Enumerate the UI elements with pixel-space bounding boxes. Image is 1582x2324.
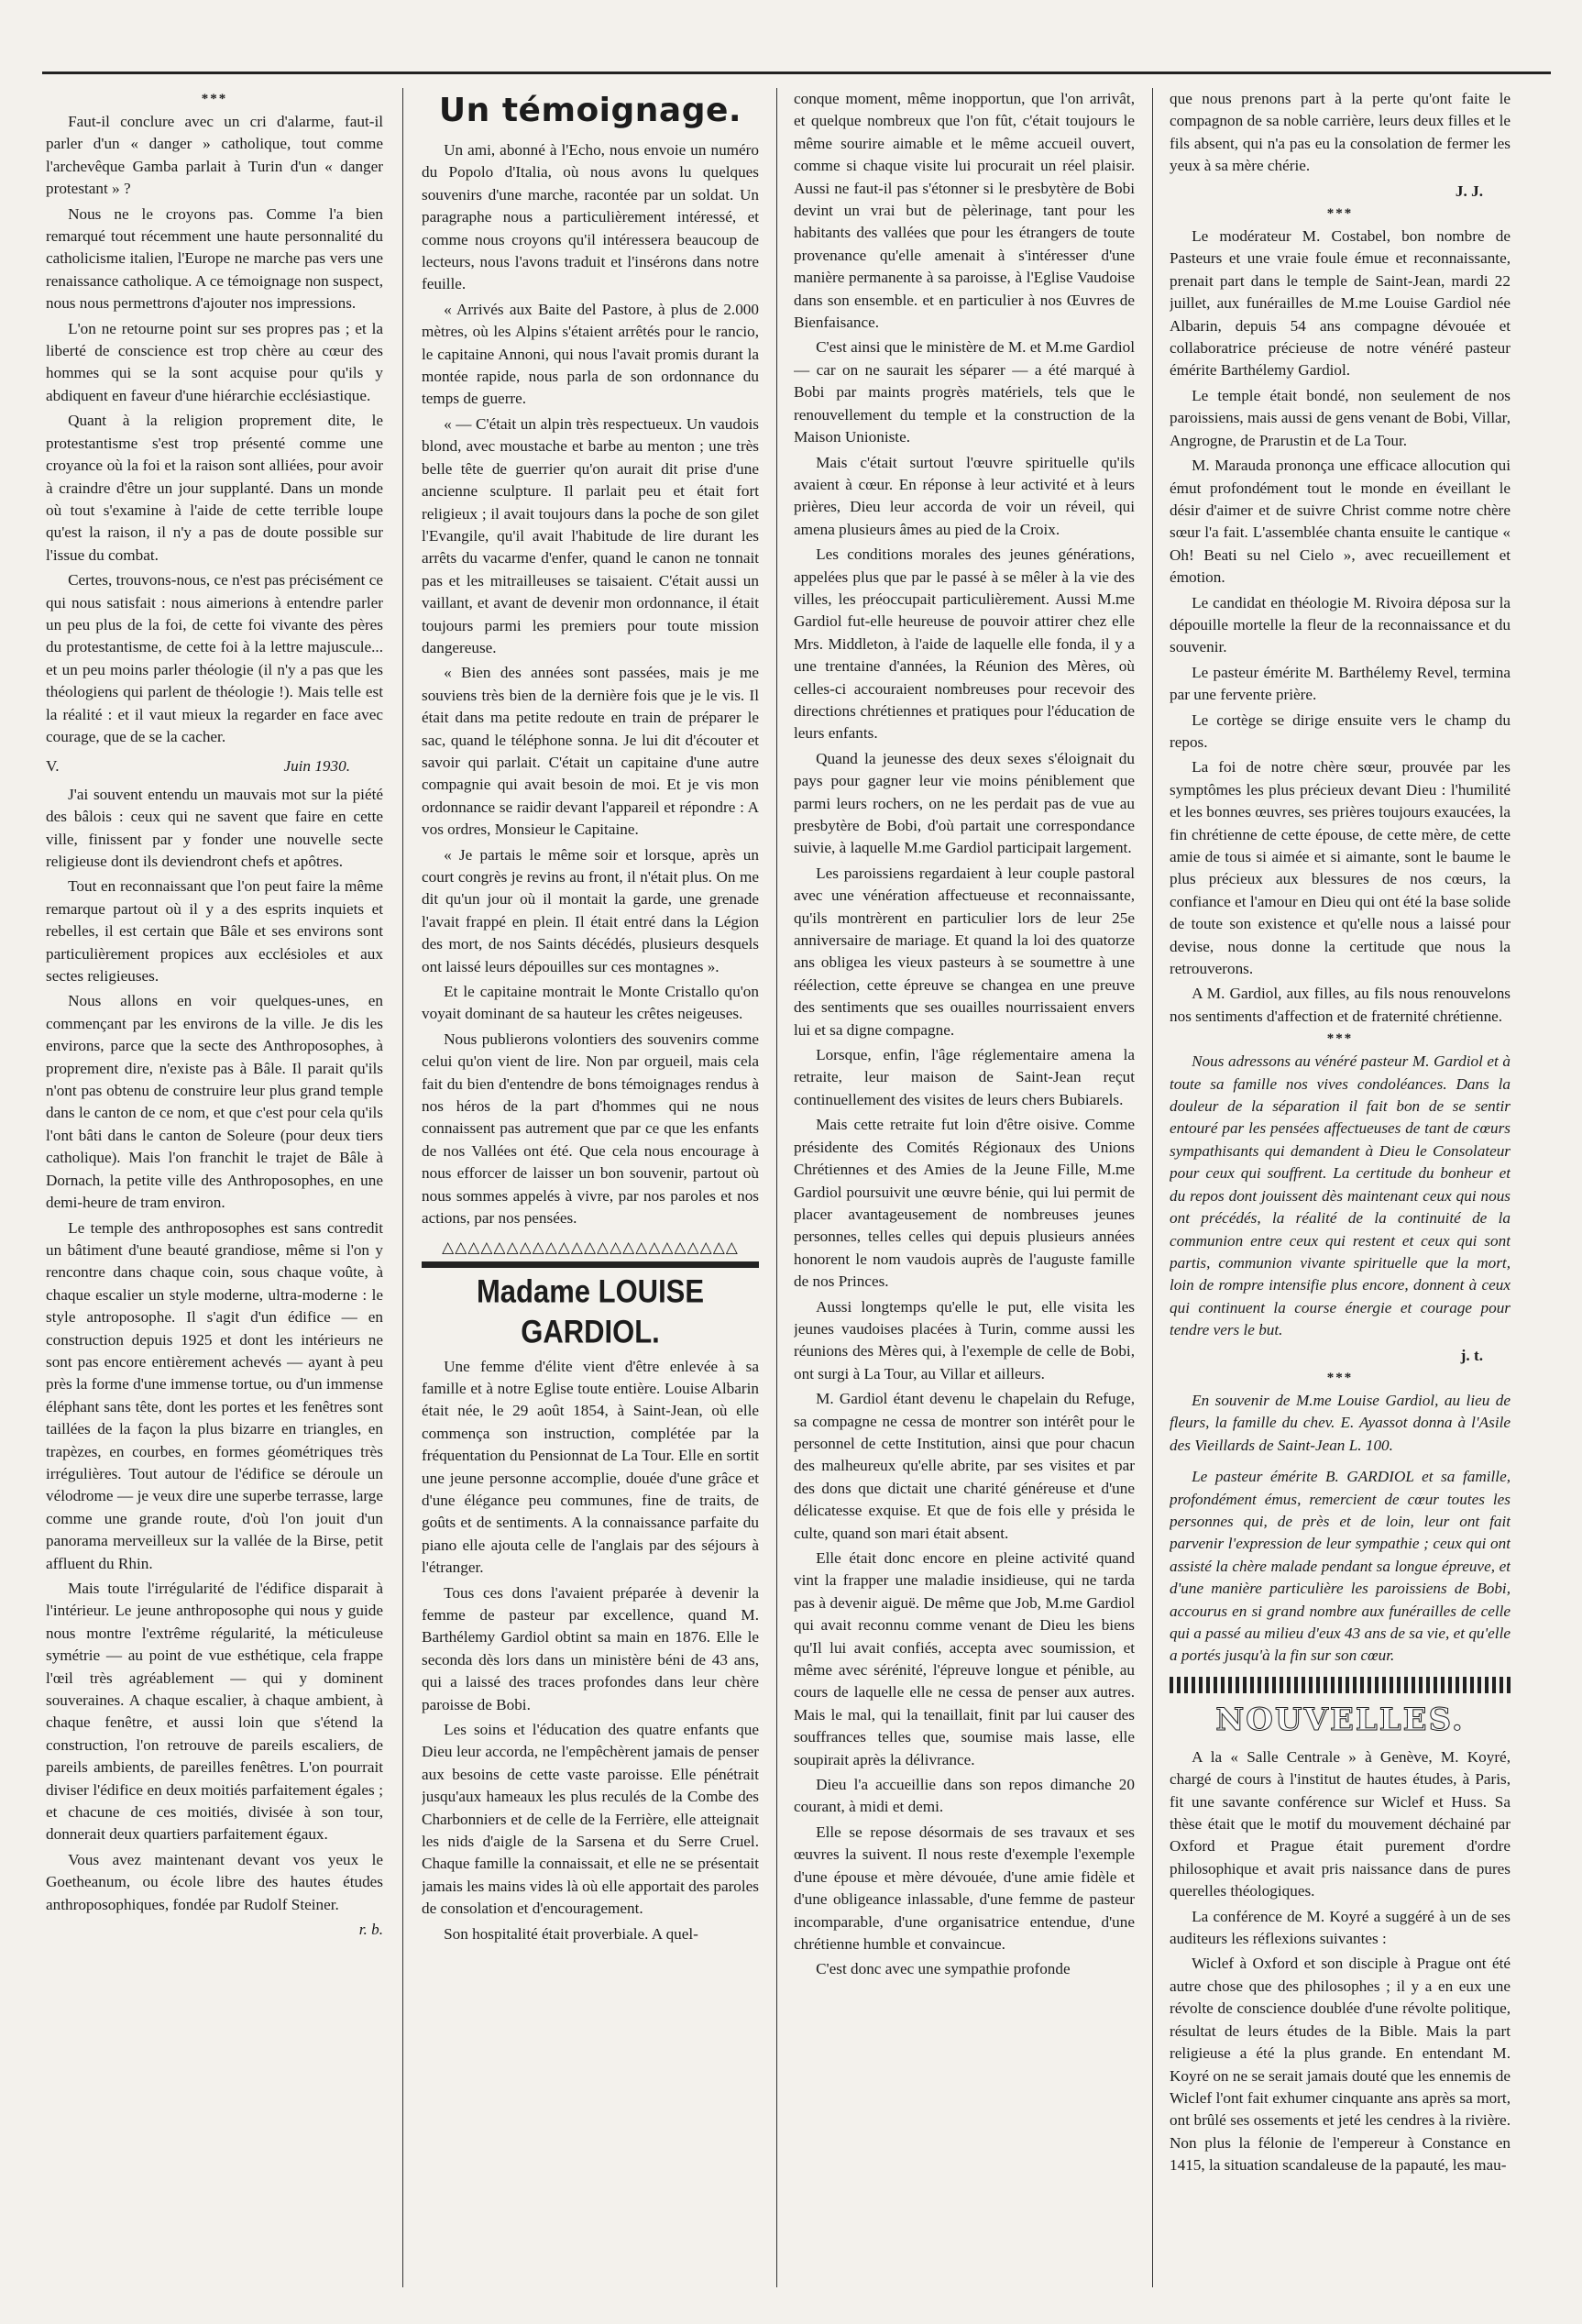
column-divider xyxy=(402,88,403,2287)
paragraph: que nous prenons part à la perte qu'ont faite le compagnon de sa noble carrière, leurs deux filles et le fils absent, qui n'a pas eu la consolation de fermer les yeux à sa mère chérie. xyxy=(1170,90,1511,175)
paragraph: Les conditions morales des jeunes générations, appelées plus que par le passé à se mêler à la vie des villes, les préoccupait particulièrement. Aussi M.me Gardiol fut-elle heureuse de pouvoir attirer chez elle Mrs. Middleton, à l'aide de laquelle elle fonda, il y a une trentaine d'années, la Réunion des Mères, où celles-ci accouraient nombreuses pour recevoir des directions chrétiennes et pratiques pour l'éducation de leurs enfants. xyxy=(794,545,1135,743)
paragraph: Tout en reconnaissant que l'on peut faire la même remarque partout où il y a des esprits inquiets et rebelles, il est certain que Bâle et ses environs sont particulièrement propices aux ecclésioles et aux sectes religieuses. xyxy=(46,877,383,986)
signature: r. b. xyxy=(358,1921,383,1939)
paragraph: L'on ne retourne point sur ses propres pas ; et la liberté de conscience est trop chère au cœur des hommes qui se la sont acquise pour qu'ils y abdiquent en faveur d'une hiérarchie ecclésiastique. xyxy=(46,319,383,404)
paragraph: Elle se repose désormais de ses travaux et ses œuvres la suivent. Il nous reste d'exemple l'exemple d'une épouse et mère dévouée, d'une amie fidèle et d'une obligeance inlassable, d'une femme de pasteur incomparable, d'une organisatrice entendue, d'une chrétienne humble et convaincue. xyxy=(794,1823,1135,1953)
paragraph: Nous allons en voir quelques-unes, en commençant par les environs de la ville. Je dis les environs, parce que la secte des Anthroposophes, à proprement dire, n'existe pas à Bâle. Il parait qu'ils n'ont pas obtenu de construire leur plus grand temple dans le canton de ce nom, et que c'est pour cela qu'ils l'ont bâti dans le canton de Soleure (pour deux tiers catholique). Mais l'on franchit le trajet de Bâle à Dornach, la petite ville des Anthroposophes, en une demi-heure de tram environ. xyxy=(46,992,383,1212)
paragraph: M. Gardiol étant devenu le chapelain du Refuge, sa compagne ne cessa de montrer son intérêt pour le personnel de cette Institution, ainsi que pour chacun des malheureux qu'elle abrite, par ses visites et par des dons que dictait une charité généreuse et d'une délicatesse exquise. Et que de fois elle y présida le culte, quand son mari était absent. xyxy=(794,1390,1135,1542)
paragraph: Quant à la religion proprement dite, le protestantisme s'est trop présenté comme une croyance où la foi et la raison sont alliées, pour avoir à craindre d'être un jour supplanté. Dans un monde où tout s'examine à l'aide de cette terrible loupe qu'est la raison, il n'y a pas de doute possible sur l'issue du combat. xyxy=(46,412,383,564)
paragraph: Wiclef à Oxford et son disciple à Prague ont été autre chose que des philosophes ; il y a en eux une révolte de conscience doublée d'une révolte politique, résultat de leurs études de la Bible. Mais la part religieuse a été la plus grande. En entendant M. Koyré on ne se serait jamais douté que les ennemis de Wiclef l'ont fait exhumer cinquante ans après sa mort, ont brûlé ses ossements et jeté les cendres à la rivière. Non plus la félonie de l'empereur à Constance en 1415, la situation scandaleuse de la papauté, les mau- xyxy=(1170,1955,1511,2175)
paragraph: Mais cette retraite fut loin d'être oisive. Comme présidente des Comités Régionaux des Unions Chrétiennes et des Amies de la Jeune Fille, M.me Gardiol poursuivit une œuvre bénie, qui lui permit de placer avantageusement de nombreuses jeunes personnes, telles celles qui depuis plusieurs années honorent le nom vaudois auprès de l'auguste famille de nos Princes. xyxy=(794,1116,1135,1291)
paragraph: Et le capitaine montrait le Monte Cristallo qu'on voyait dominant de sa hauteur les crêtes neigeuses. xyxy=(422,983,759,1023)
column-3 xyxy=(794,88,1135,2287)
paragraph: Elle était donc encore en pleine activité quand vint la frapper une maladie insidieuse, qui ne tarda pas à devenir aiguë. De même que Job, M.me Gardiol qui avait reconnu comme venant de Dieu les biens qu'Il lui avait confiés, accepta avec soumission, et même avec sérénité, l'épreuve longue et pénible, au cours de laquelle elle ne cessa de penser aux autres. Mais le mal, qui la tenaillait, finit par lui causer des souffrances telles que, soumise mais lasse, elle soupirait après la délivrance. xyxy=(794,1549,1135,1768)
paragraph: Nous ne le croyons pas. Comme l'a bien remarqué tout récemment une haute personnalité du catholicisme italien, l'Europe ne marche pas vers une renaissance catholique. A ce témoignage non suspect, nous nous permettrons d'ajouter nos impressions. xyxy=(46,204,383,313)
section-stars: *** xyxy=(1326,206,1354,222)
paragraph: Les soins et l'éducation des quatre enfants que Dieu leur accorda, ne l'empêchèrent jamais de penser aux besoins de cette vaste paroisse. Elle pénétrait jusqu'aux hameaux les plus reculés de la Combe des Charbonniers et de celle de la Ferrière, elle atteignait les nids d'aigle de la Sarsena et du Serre Cruel. Chaque famille la connaissait, et elle ne se présentait jamais les mains vides là où elle apportait des paroles de consolation et d'encouragement. xyxy=(422,1721,759,1918)
paragraph: La foi de notre chère sœur, prouvée par les symptômes les plus précieux devant Dieu : l'humilité et les bonnes œuvres, ses prières toujours exaucées, la fin chrétienne de cette épouse, de cette mère, de cette amie de tous si aimée et si aimante, sont le baume le plus précieux aux blessures de nos cœurs, la confiance et l'amour en Dieu qui ont été la base solide de toute son existence et qu'elle nous a laissé pour devise, nous donne la certitude que nous la retrouverons. xyxy=(1170,758,1511,978)
obituary-headline: Madame LOUISE GARDIOL. xyxy=(476,1272,705,1349)
paragraph: A la « Salle Centrale » à Genève, M. Koyré, chargé de cours à l'institut de hautes études, à Paris, fit une savante conférence sur Wiclef et Huss. Sa thèse était que le motif du mouvement déchainé par Oxford et Prague était purement d'ordre philosophique et avait pris naissance dans de pures querelles théologiques. xyxy=(1170,1747,1511,1900)
paragraph: Le temple des anthroposophes est sans contredit un bâtiment d'une beauté grandiose, même si l'on y rencontre dans chaque coin, sous chaque voûte, à chaque escalier un style moderne, ultra-moderne : le style antroposophe. Il s'agit d'un édifice — en construction depuis 1925 et dont les intérieurs ne sont pas encore entièrement achevés — ayant à peu près la forme d'une immense tortue, ou d'un immense éléphant sans tête, dont les portes et les fenêtres sont taillées de la façon la plus bizarre en triangles, en trapèzes, en courbes, en formes géométriques très irrégulières. Tout autour de l'édifice se déroule un vélodrome — je veux dire une superbe terrasse, large comme une grande route, d'où l'on jouit d'un panorama merveilleux sur la vallée de la Birse, petit affluent du Rhin. xyxy=(46,1218,383,1572)
paragraph: Le temple était bondé, non seulement de nos paroissiens, mais aussi de gens venant de Bobi, Villar, Angrogne, de Prarustin et de La Tour. xyxy=(1170,386,1511,449)
column-1 xyxy=(46,88,383,2287)
paragraph: Son hospitalité était proverbiale. A quel- xyxy=(444,1924,698,1943)
paragraph: A M. Gardiol, aux filles, au fils nous renouvelons nos sentiments d'affection et de fraternité chrétienne. xyxy=(1170,985,1511,1025)
paragraph: J'ai souvent entendu un mauvais mot sur la piété des bâlois : ceux qui ne savent que faire en cette ville, finissent par y fonder une nouvelle secte religieuse dont ils deviendront chefs et apôtres. xyxy=(46,785,383,870)
paragraph: C'est ainsi que le ministère de M. et M.me Gardiol — car on ne saurait les séparer — a été marqué à Bobi par maints progrès matériels, tels que le renouvellement du temple et la construction de la Maison Unioniste. xyxy=(794,338,1135,446)
date: Juin 1930. xyxy=(283,757,350,776)
paragraph: Mais toute l'irrégularité de l'édifice disparait à l'intérieur. Le jeune anthroposophe qui nous y guide nous montre l'extrême régularité, la méticuleuse symétrie — au point de vue esthétique, cela frappe l'œil très agréablement — qui y dominent souveraines. A chaque escalier, à chaque ambient, à chaque fenêtre, et aussi loin que s'étend la construction, l'on retrouve de pareils escaliers, de pareils ambients, de pareilles fenêtres. L'on pourrait diviser l'édifice en deux moitiés parfaitement égales ; et chacune de ces moitiés, divisée à son tour, donnerait deux quartiers parfaitement égaux. xyxy=(46,1580,383,1844)
section-stars: *** xyxy=(1326,1370,1354,1385)
paragraph: Les paroissiens regardaient à leur couple pastoral avec une vénération affectueuse et reconnaissante, qu'ils montrèrent en particulier lors de leur 25e anniversaire de mariage. Et quand la loi des quatorze ans obligea les vieux pasteurs à se soumettre à une réélection, cette épreuve se changea en une preuve des sentiments que ses ouailles nourrissaient envers lui et sa digne compagne. xyxy=(794,864,1135,1039)
memorial-gift-text: En souvenir de M.me Louise Gardiol, au lieu de fleurs, la famille du chev. E. Ayassot donna à l'Asile des Vieillards de Saint-Jean L. 100. xyxy=(1170,1391,1511,1454)
section-headline-nouvelles: NOUVELLES. xyxy=(1215,1701,1465,1738)
thanks-text: Le pasteur émérite B. GARDIOL et sa famille, profondément émus, remercient de cœur toutes les personnes qui, de près et de loin, leur ont fait parvenir l'expression de leur sympathie ; ceux qui ont assisté la chère malade pendant sa longue épreuve, et d'une manière particulière les paroissiens de Bobi, accourus en si grand nombre aux funérailles de celle qui a passé au milieu d'eux 43 ans de sa vie, et qu'elle a portés jusqu'à la fin sur son cœur. xyxy=(1170,1468,1511,1665)
dateline xyxy=(46,755,383,777)
paragraph: « Arrivés aux Baite del Pastore, à plus de 2.000 mètres, où les Alpins s'étaient arrêtés pour le rancio, le capitaine Annoni, qui nous l'avait promis durant la montée rapide, nous parla de son ordonnance du temps de guerre. xyxy=(422,300,759,408)
signature: j. t. xyxy=(1460,1346,1483,1364)
hatched-divider xyxy=(1170,1677,1511,1693)
paragraph: Certes, trouvons-nous, ce n'est pas précisément ce qui nous satisfait : nous aimerions à entendre parler un peu plus de la foi, de cette foi vivante des pères du protestantisme, de cette foi à la lettre majuscule... et un peu moins parler théologie (il n'y a pas que les théologiens qui parlent de théologie !). Mais telle est la réalité : et il vaut mieux la regarder en face avec courage, que de se la cacher. xyxy=(46,571,383,745)
paragraph: Le modérateur M. Costabel, bon nombre de Pasteurs et une vraie foule émue et reconnaissante, prenait part dans le temple de Saint-Jean, mardi 22 juillet, aux funérailles de M.me Louise Gardiol née Albarin, depuis 54 ans compagne dévouée et collaboratrice précieuse de notre vénéré pasteur émérite Barthélemy Gardiol. xyxy=(1170,227,1511,380)
paragraph: Une femme d'élite vient d'être enlevée à sa famille et à notre Eglise toute entière. Louise Albarin était née, le 29 août 1854, à Saint-Jean, où elle commença son instruction, complétée par la fréquentation du Pensionnat de La Tour. Elle en sortit une jeune personne accomplie, douée d'une grâce et d'une élégance peu communes, fine de traits, de goûts et de sentiments. A la connaissance parfaite du piano elle ajouta celle de l'anglais par des séjours à l'étranger. xyxy=(422,1357,759,1577)
column-4 xyxy=(1170,88,1511,2287)
paragraph: M. Marauda prononça une efficace allocution qui émut profondément tout le monde en éveillant le désir d'aimer et de suivre Christ comme notre chère sœur l'a fait. L'assemblée chanta ensuite le cantique « Oh! Beati su nel Cielo », avec recueillement et émotion. xyxy=(1170,457,1511,587)
column-divider xyxy=(1152,88,1153,2287)
paragraph: Quand la jeunesse des deux sexes s'éloignait du pays pour gagner leur vie moins péniblement que parmi leurs rochers, on ne les perdait pas de vue au presbytère de Bobi, d'où partait une correspondance suivie, à laquelle M.me Gardiol participait largement. xyxy=(794,749,1135,857)
top-rule xyxy=(42,72,1551,74)
thick-rule xyxy=(422,1261,759,1268)
paragraph: Dieu l'a accueillie dans son repos dimanche 20 courant, à midi et demi. xyxy=(794,1776,1135,1816)
section-stars: *** xyxy=(201,92,228,106)
paragraph: Lorsque, enfin, l'âge réglementaire amena la retraite, leur maison de Saint-Jean reçut continuellement des visites de leurs chers Bubiarels. xyxy=(794,1046,1135,1108)
column-divider xyxy=(776,88,777,2287)
paragraph: « — C'était un alpin très respectueux. Un vaudois blond, avec moustache et barbe au menton ; une très belle tête de guerrier qu'on aurait dit prise d'une ancienne sculpture. Il parlait peu et était fort religieux ; il avait toujours dans la poche de son gilet l'Evangile, qu'il avait l'habitude de lire durant les arrêts du vacarme d'enfer, quand le canon ne tonnait pas et les mitrailleuses se taisaient. C'était aussi un vaillant, et avant de devenir mon ordonnance, il était toujours parmi les premiers pour toute mission dangereuse. xyxy=(422,414,759,656)
paragraph: La conférence de M. Koyré a suggéré à un de ses auditeurs les réflexions suivantes : xyxy=(1170,1907,1511,1948)
triangle-divider: △△△△△△△△△△△△△△△△△△△△△△△ xyxy=(442,1238,739,1256)
paragraph: « Je partais le même soir et lorsque, après un court congrès je revins au front, il n'était plus. On me dit qu'un jour où il montait la garde, une grenade l'avait frappé en plein. Il était entré dans la Légion des mort, de nos Saints décédés, plusieurs desquels ont laissé leurs dépouilles sur ces montagnes ». xyxy=(422,845,759,975)
paragraph: Tous ces dons l'avaient préparée à devenir la femme de pasteur par excellence, quand M. Barthélemy Gardiol obtint sa main en 1876. Elle le seconda dès lors dans un ministère béni de 43 ans, qui a laissé des traces profondes dans leur chère paroisse de Bobi. xyxy=(422,1583,759,1713)
paragraph: Vous avez maintenant devant vos yeux le Goetheanum, ou école libre des hautes études anthroposophiques, fondée par Rudolf Steiner. xyxy=(46,1850,383,1913)
paragraph: Aussi longtemps qu'elle le put, elle visita les jeunes vaudoises placées à Turin, comme aussi les réunions des Mères qui, à l'exemple de celle de Bobi, ont surgi à La Tour, au Villar et ailleurs. xyxy=(794,1297,1135,1382)
paragraph: Faut-il conclure avec un cri d'alarme, faut-il parler d'un « danger » catholique, tout comme l'archevêque Gamba parlait à Turin d'un « danger protestant » ? xyxy=(46,113,383,198)
paragraph: Le candidat en théologie M. Rivoira déposa sur la dépouille mortelle la fleur de la reconnaissance et du souvenir. xyxy=(1170,593,1511,656)
paragraph: Le cortège se dirige ensuite vers le champ du repos. xyxy=(1170,710,1511,751)
signature: J. J. xyxy=(1455,182,1483,200)
author-initial: V. xyxy=(46,757,60,776)
paragraph: Un ami, abonné à l'Echo, nous envoie un numéro du Popolo d'Italia, où nous avons lu quelques souvenirs d'une marche, racontée par un soldat. Un paragraphe nous a particulièrement intéressé, et comme nous croyons qu'il intéressera beaucoup de lecteurs, nous l'avons traduit et l'insérons dans notre feuille. xyxy=(422,141,759,293)
paragraph: conque moment, même inopportun, que l'on arrivât, et quelque nombreux que l'on fût, c'était toujours le même sourire aimable et le même accueil ouvert, comme si chaque visite lui procurait un réel plaisir. Aussi ne faut-il pas s'étonner si le presbytère de Bobi devint un vrai but de pèlerinage, tant pour les habitants des vallées que pour les étrangers de toute provenance qu'elle amenait à s'intéresser d'une manière permanente à sa paroisse, à l'Eglise Vaudoise dans son ensemble. et en particulier à nos Œuvres de Bienfaisance. xyxy=(794,90,1135,332)
condolences-text: Nous adressons au vénéré pasteur M. Gardiol et à toute sa famille nos vives condoléances. Dans la douleur de la séparation il fait bon de se sentir entouré par les pensées affectueuses de tant de cœurs sympathisants qui demandent à Dieu le Consolateur pour ceux qui souffrent. La certitude du bonheur et du repos dont jouissent dès maintenant ceux qui nous ont précédés, la réalité de la continuité de la communion entre ceux qui restent et ceux qui sont partis, communion vivante spirituelle que la mort, loin de rompre intensifie plus encore, donnent à ceux qui continuent la course énergie et courage pour tendre vers le but. xyxy=(1170,1052,1511,1339)
paragraph: Le pasteur émérite M. Barthélemy Revel, termina par une fervente prière. xyxy=(1170,663,1511,704)
paragraph: « Bien des années sont passées, mais je me souviens très bien de la dernière fois que je le vis. Il était dans ma petite redoute en train de préparer le sac, quand le téléphone sonna. Je lui dit d'écouter et savoir qui parlait. C'était un capitaine d'une autre compagnie qui avait besoin de moi. Et je vis mon ordonnance se raidir devant l'appareil et répondre : A vos ordres, Monsieur le Capitaine. xyxy=(422,664,759,839)
section-stars: *** xyxy=(1326,1031,1354,1047)
paragraph: C'est donc avec une sympathie profonde xyxy=(816,1960,1071,1978)
paragraph: Mais c'était surtout l'œuvre spirituelle qu'ils avaient à cœur. En réponse à leur activité et à leurs prières, Dieu leur accorda de voir un réveil, qui amena plusieurs âmes au pied de la Croix. xyxy=(794,453,1135,538)
column-2 xyxy=(422,88,759,2287)
article-headline: Un témoignage. xyxy=(438,92,742,129)
paragraph: Nous publierons volontiers des souvenirs comme celui qu'on vient de lire. Non par orgueil, mais cela fait du bien d'entendre de bons témoignages rendus à nos héros de la part d'hommes qui ne nous connaissent pas autrement que par ce que les enfants de nos Vallées ont été. Que cela nous encourage à nous efforcer de laisser un bon souvenir, partout où nous sommes appelés à vivre, par nos paroles et nos actions, par nos pensées. xyxy=(422,1030,759,1228)
